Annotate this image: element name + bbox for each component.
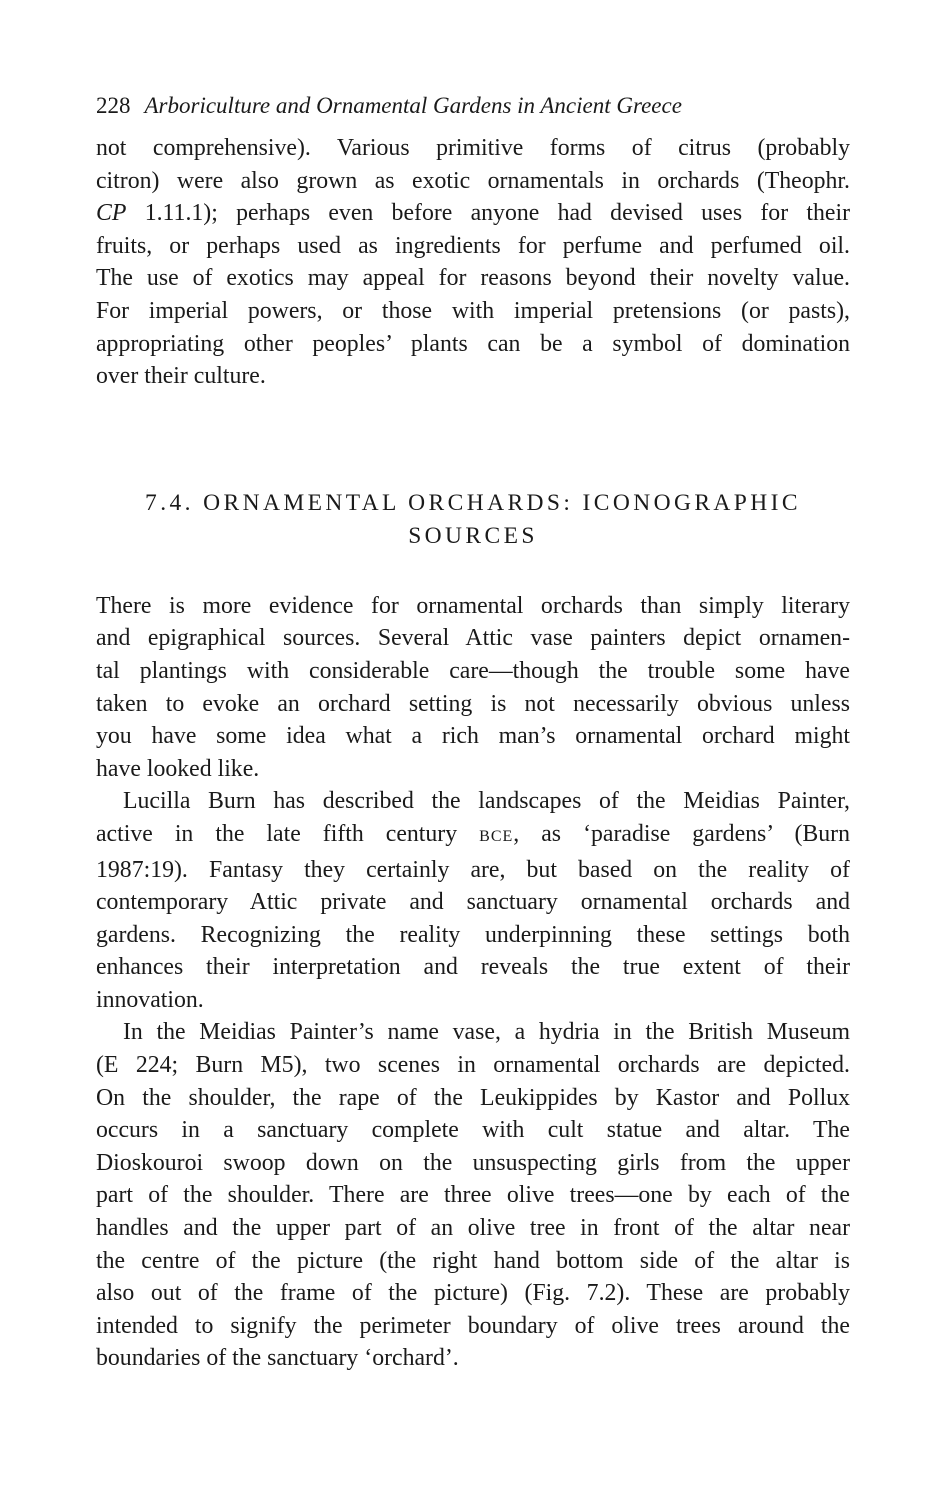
text-line-citation [96, 197, 850, 230]
text-line: For imperial powers, or those with imperial pretensions (or pasts), [96, 297, 850, 324]
heading-spacer [96, 553, 850, 590]
text-fragment: active in the late fifth century [96, 820, 458, 847]
text-line: Lucilla Burn has described the landscapes of the Meidias Painter, [123, 788, 850, 815]
book-page [96, 86, 850, 1375]
text-line: In the Meidias Painter’s name vase, a hydria in the British Museum [123, 1019, 850, 1046]
section-heading-line: SOURCES [408, 522, 538, 549]
running-head [96, 86, 850, 126]
text-line: you have some idea what a rich man’s ornamental orchard might [96, 723, 850, 750]
citation-ref: 1.11.1); [144, 200, 218, 227]
text-line: part of the shoulder. There are three olive trees—one by each of the [96, 1182, 850, 1209]
citation-abbr: CP [96, 200, 127, 227]
text-line: fruits, or perhaps used as ingredients for perfume and perfumed oil. [96, 232, 850, 259]
text-line: (E 224; Burn M5), two scenes in ornamental orchards are depicted. [96, 1052, 850, 1079]
text-line: enhances their interpretation and reveals the true extent of their [96, 954, 850, 981]
text-line-bce [96, 818, 850, 854]
text-line: gardens. Recognizing the reality underpinning these settings both [96, 921, 850, 948]
text-line: have looked like. [96, 755, 260, 782]
text-fragment: , as ‘paradise gardens’ (Burn [513, 820, 850, 847]
text-fragment: perhaps even before anyone had devised uses for their [236, 200, 850, 227]
text-line: There is more evidence for ornamental orchards than simply literary [96, 592, 850, 619]
text-line: and epigraphical sources. Several Attic vase painters depict ornamen- [96, 625, 850, 652]
era-abbreviation: BCE [479, 827, 514, 845]
running-title: Arboriculture and Ornamental Gardens in Ancient Greece [144, 93, 682, 118]
text-line: occurs in a sanctuary complete with cult statue and altar. The [96, 1117, 850, 1144]
text-line: On the shoulder, the rape of the Leukippides by Kastor and Pollux [96, 1084, 850, 1111]
text-line: intended to signify the perimeter boundary of olive trees around the [96, 1312, 850, 1339]
paragraph-evidence [96, 590, 850, 786]
text-line: not comprehensive). Various primitive forms of citrus (probably [96, 135, 850, 161]
text-line: appropriating other peoples’ plants can be a symbol of domination [96, 330, 850, 357]
text-line: the centre of the picture (the right hand bottom side of the altar is [96, 1247, 850, 1274]
paragraph-citrus [96, 132, 850, 393]
text-line: 1987:19). Fantasy they certainly are, but based on the reality of [96, 856, 850, 883]
text-line: handles and the upper part of an olive tree in front of the altar near [96, 1215, 850, 1242]
section-heading-line: 7.4. ORNAMENTAL ORCHARDS: ICONOGRAPHIC [145, 489, 801, 516]
text-line: The use of exotics may appeal for reasons beyond their novelty value. [96, 265, 850, 292]
text-line: contemporary Attic private and sanctuary ornamental orchards and [96, 889, 850, 916]
page-number: 228 [96, 93, 131, 118]
paragraph-hydria [96, 1016, 850, 1375]
paragraph-burn [96, 785, 850, 1016]
text-line: over their culture. [96, 363, 266, 390]
text-line: citron) were also grown as exotic ornamentals in orchards (Theophr. [96, 167, 850, 194]
section-heading [96, 487, 850, 553]
text-line: tal plantings with considerable care—though the trouble some have [96, 657, 850, 684]
text-line: also out of the frame of the picture) (Fig. 7.2). These are probably [96, 1280, 850, 1307]
text-line: innovation. [96, 986, 204, 1013]
text-line: taken to evoke an orchard setting is not necessarily obvious unless [96, 690, 850, 717]
text-line: boundaries of the sanctuary ‘orchard’. [96, 1345, 459, 1372]
text-line: Dioskouroi swoop down on the unsuspecting girls from the upper [96, 1149, 850, 1176]
